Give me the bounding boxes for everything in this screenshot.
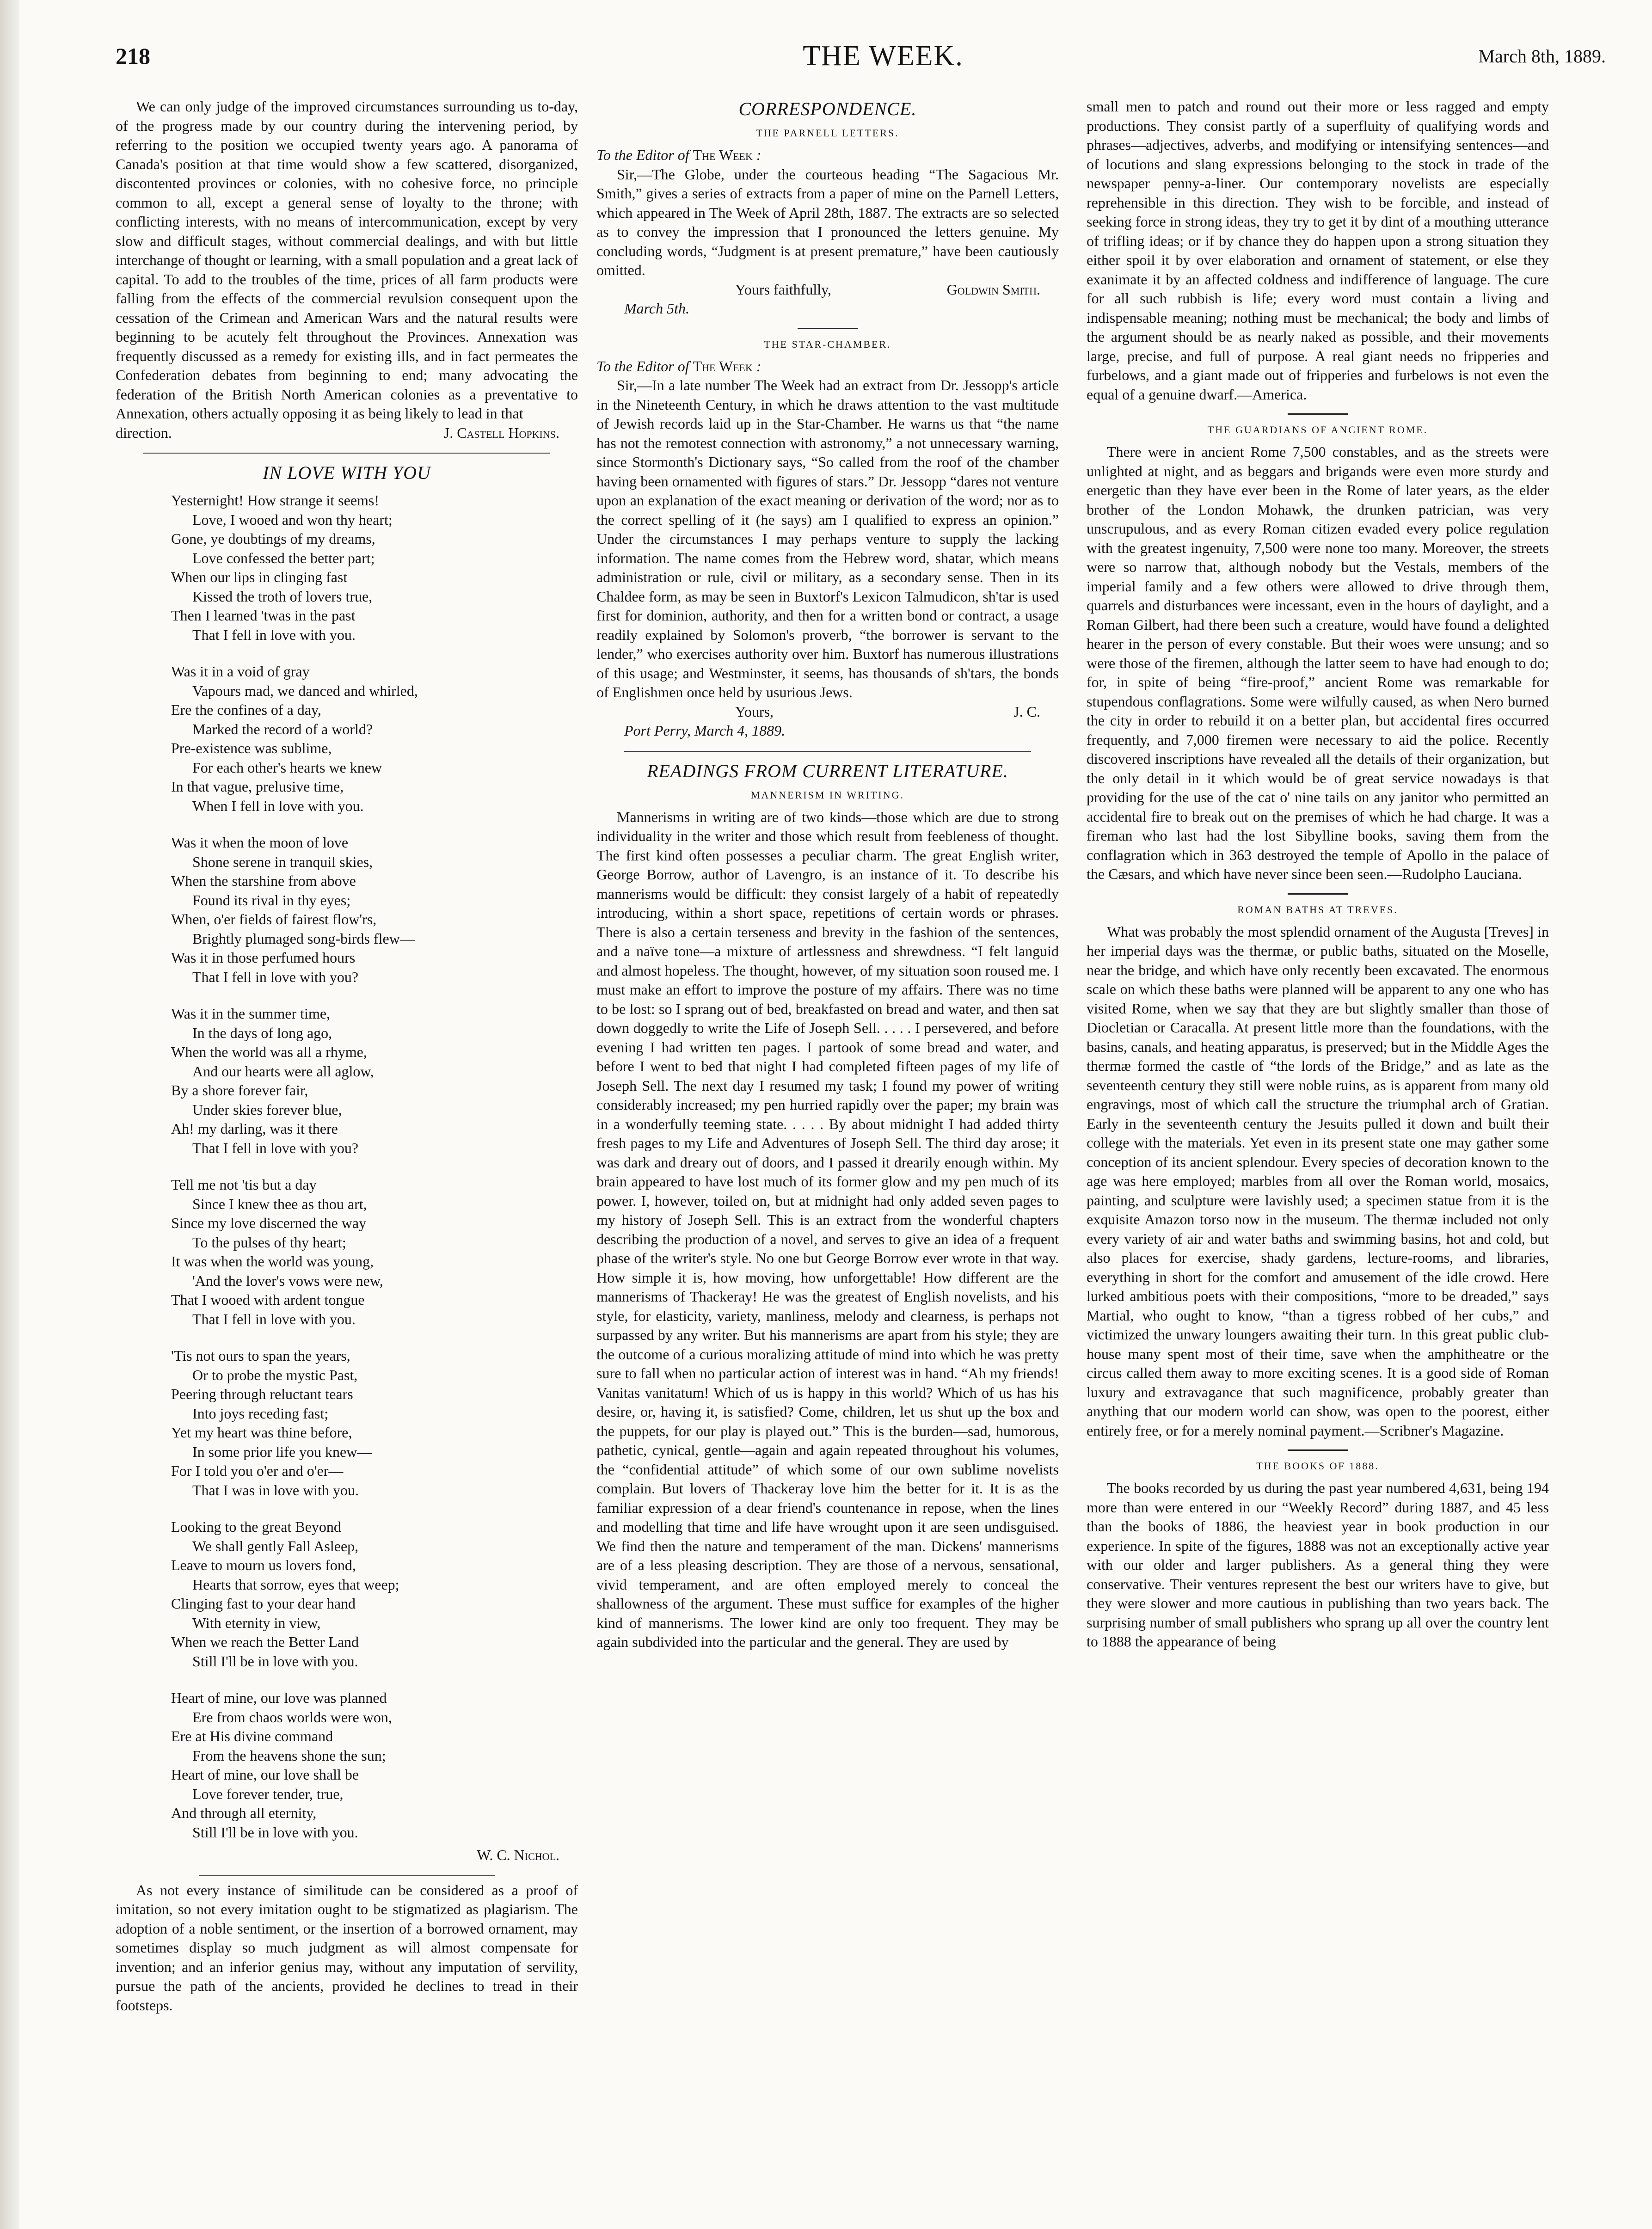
poem-line: Was it in a void of gray xyxy=(171,663,310,680)
column-right xyxy=(1087,97,1549,2215)
poem-line: Peering through reluctant tears xyxy=(171,1386,353,1402)
poem-stanza xyxy=(171,1346,578,1500)
mannerism-continuation: small men to patch and round out their more or less ragged and empty productions. They consist partly of a superfluity of qualifying words and phrases—adjectives, adverbs, and modifying or intensifying sentences—and of locutions and slang expressions belonging to the stock in trade of the newspaper penny-a-liner. Our contemporary novelists are especially reprehensible in this direction. They wish to be forcible, and instead of seeking force in strong ideas, they try to get it by dint of a mouthing utterance of trifling ideas; or if by chance they do happen upon a strong situation they either spoil it by over elaboration and ornament of statement, or else they exanimate it by an affected coldness and indifference of language. The cure for all such rubbish is life; every word must contain a living and indispensable meaning; nothing must be mechanical; the body and limbs of the argument should be as nearly naked as possible, and their movements large, precise, and full of purpose. A real giant needs no fripperies and furbelows, and a giant made out of fripperies and furbelows is not even the equal of a genuine dwarf.—America. xyxy=(1087,98,1549,403)
section-divider xyxy=(1288,893,1348,895)
poem-line: Ere from chaos worlds were won, xyxy=(192,1708,392,1725)
poem-line: Was it when the moon of love xyxy=(171,834,349,851)
readings-heading: READINGS FROM CURRENT LITERATURE. xyxy=(647,760,1008,781)
hopkins-article-body: We can only judge of the improved circumstances surrounding us to-day, of the progress made by our country during the intervening period, by referring to the position we occupied twenty years ago. A panorama of Canada's position at that time would show a few scattered, disorganized, discontented provinces or colonies, with no cohesive force, no principle common to all, except a general sense of loyalty to the throne; with conflicting interests, with no means of intercommunication, except by very slow and difficult stages, without commercial dealings, and with but little interchange of thought or learning, with a small population and a great lack of capital. To add to the troubles of the time, prices of all farm products were falling from the effects of the commercial revulsion consequent upon the cessation of the Crimean and American Wars and the natural results were beginning to be acutely felt throughout the Provinces. Annexation was frequently discussed as a remedy for existing ills, and in fact permeates the Confederation debates from beginning to end; many advocating the federation of the British North American colonies as a preventative to Annexation, others actually opposing it as being likely to lead in that xyxy=(116,98,578,422)
section-divider xyxy=(199,1875,495,1876)
parnell-letter-body: Sir,—The Globe, under the courteous heading “The Sagacious Mr. Smith,” gives a series of extracts from a paper of mine on the Parnell Letters, which appeared in The Week of April 28th, 1887. The extracts are so selected as to convey the impression that I pronounced the letters genuine. My concluding words, “Judgment is at present premature,” have been cautiously omitted. xyxy=(596,166,1059,278)
poem-line: 'And the lover's vows were new, xyxy=(192,1272,383,1289)
poem-line: That I fell in love with you? xyxy=(192,1139,359,1156)
poem-line: Leave to mourn us lovers fond, xyxy=(171,1557,356,1573)
masthead-title: THE WEEK. xyxy=(803,40,964,72)
poem-line: Ere the confines of a day, xyxy=(171,701,321,718)
poem-line: Brightly plumaged song-birds flew— xyxy=(192,930,415,947)
parnell-date: March 5th. xyxy=(624,300,690,317)
poem-line: Then I learned 'twas in the past xyxy=(171,607,356,624)
poem-line: In that vague, prelusive time, xyxy=(171,778,344,795)
poem-stanza xyxy=(171,662,578,816)
poem-line: Still I'll be in love with you. xyxy=(192,1824,358,1841)
section-divider xyxy=(143,453,550,454)
poem-line: Kissed the troth of lovers true, xyxy=(192,588,373,605)
parnell-letters-heading: THE PARNELL LETTERS. xyxy=(756,127,899,139)
poem-line: Into joys receding fast; xyxy=(192,1405,329,1422)
hopkins-author: J. Castell Hopkins. xyxy=(443,424,559,441)
poem-line: When, o'er fields of fairest flow'rs, xyxy=(171,911,377,927)
poem-line: Since I knew thee as thou art, xyxy=(192,1195,367,1212)
poem-line: That I fell in love with you? xyxy=(192,968,359,985)
poem-line: It was when the world was young, xyxy=(171,1253,374,1270)
poem-line: Love confessed the better part; xyxy=(192,549,375,566)
section-divider xyxy=(1288,1449,1348,1451)
poem-line: That I fell in love with you. xyxy=(192,1310,356,1327)
poem-line: Or to probe the mystic Past, xyxy=(192,1366,358,1383)
to-editor-line: To the Editor of The Week : xyxy=(596,357,762,375)
poem-line: Was it in those perfumed hours xyxy=(171,949,356,966)
poem-line: Yesternight! How strange it seems! xyxy=(171,492,380,509)
roman-baths-heading: ROMAN BATHS AT TREVES. xyxy=(1237,903,1398,915)
poem-line: With eternity in view, xyxy=(192,1614,321,1631)
section-divider xyxy=(1288,413,1348,415)
poem-line: When I fell in love with you. xyxy=(192,797,364,814)
poem-line: Yet my heart was thine before, xyxy=(171,1424,352,1441)
mannerism-heading: MANNERISM IN WRITING. xyxy=(750,789,905,801)
poem-line: Heart of mine, our love shall be xyxy=(171,1766,359,1783)
poem-line: When the world was all a rhyme, xyxy=(171,1044,367,1060)
poem-line: We shall gently Fall Asleep, xyxy=(192,1537,359,1554)
poem-line: Marked the record of a world? xyxy=(192,720,373,737)
poem-line: Clinging fast to your dear hand xyxy=(171,1595,356,1612)
poem-line: Vapours mad, we danced and whirled, xyxy=(192,682,418,699)
binding-gutter xyxy=(0,0,19,2229)
issue-date: March 8th, 1889. xyxy=(1478,46,1606,67)
poem-stanza xyxy=(171,1689,578,1842)
poem-line: Love, I wooed and won thy heart; xyxy=(192,511,393,528)
poem-line: In the days of long ago, xyxy=(192,1024,332,1041)
column-middle xyxy=(596,97,1059,2215)
poem-stanza xyxy=(171,1004,578,1158)
poem-stanza xyxy=(171,1175,578,1329)
parnell-signature: Yours faithfully, Goldwin Smith. xyxy=(735,281,1040,298)
section-divider xyxy=(624,751,1031,752)
poem-stanza xyxy=(171,1517,578,1671)
poem-line: Was it in the summer time, xyxy=(171,1005,331,1022)
poem-line: That I fell in love with you. xyxy=(192,626,356,643)
poem-line: When the starshine from above xyxy=(171,872,356,889)
poem-line: From the heavens shone the sun; xyxy=(192,1747,386,1764)
column-left xyxy=(116,97,578,2215)
poem-line: By a shore forever fair, xyxy=(171,1082,308,1099)
poem-line: For I told you o'er and o'er— xyxy=(171,1462,344,1479)
poem-line: Pre-existence was sublime, xyxy=(171,740,332,756)
poem-line: For each other's hearts we knew xyxy=(192,759,382,776)
poem-line: Tell me not 'tis but a day xyxy=(171,1176,317,1193)
poem-line: Love forever tender, true, xyxy=(192,1785,344,1802)
poem-line: And through all eternity, xyxy=(171,1805,317,1821)
poem-line: Gone, ye doubtings of my dreams, xyxy=(171,530,375,547)
rome-guardians-body: There were in ancient Rome 7,500 constables, and as the streets were unlighted at night, and as beggars and brigands were even more sturdy and energetic than they have ever been in the Rome of later years, as the elder brother of the London Mohawk, the drunken patrician, was very unscrupulous, and as every Roman citizen evaded every police regulation with the greatest ingenuity, 7,500 were none too many. Moreover, the streets were so narrow that, although nobody but the Vestals, members of the imperial family and a few others were allowed to drive through them, quarrels and disturbances were incessant, even in the hours of daylight, and a Roman Gilbert, had there been such a creature, would have found a delighted hearer in the person of every constable. But their woes were unsung; and so were those of the firemen, although the latter seem to have had enough to do; for, in spite of being “fire-proof,” ancient Rome was remarkable for stupendous conflagrations. Some were wilfully caused, as when Nero burned the city in order to rebuild it on a better plan, but accidental fires occurred frequently, and 7,000 firemen were necessary to aid the police. Recently discovered inscriptions have revealed all the details of their organization, but the only detail in it which would be of great service nowadays is that providing for the use of the cat o' nine tails on any janitor who permitted an accidental fire to break out on the premises of which he had charge. It was a fireman who last had the lost Sibylline books, saving them from the conflagration which in 363 destroyed the temple of Apollo in the palace of the Cæsars, and which have never since been seen.—Rudolpho Lauciana. xyxy=(1087,443,1549,882)
poem-line: Ere at His divine command xyxy=(171,1728,333,1744)
poem-line: When our lips in clinging fast xyxy=(171,569,348,585)
star-chamber-signature: Yours, J. C. xyxy=(735,703,1040,720)
poem-line: Shone serene in tranquil skies, xyxy=(192,853,373,870)
books-1888-body: The books recorded by us during the past year numbered 4,631, being 194 more than were entered in our “Weekly Record” during 1887, and 45 less than the books of 1886, the heaviest year in book production in our experience. In spite of the figures, 1888 was not an exceptionally active year with our older and larger publishers. As a general thing they were conservative. Their ventures represent the best our writers have to give, but they were slower and more cautious in publishing than two years back. The surprising number of small publishers who sprang up all over the country lent to 1888 the appearance of being xyxy=(1087,1480,1549,1650)
mannerism-body: Mannerisms in writing are of two kinds—those which are due to strong individuality in the writer and those which result from feebleness of thought. The first kind often possesses a peculiar charm. The great English writer, George Borrow, author of Lavengro, is an instance of it. To describe his mannerisms would be difficult: they consist largely of a habit of repeatedly introducing, within a short space, repetitions of certain words or phrases. There is also a certain terseness and brevity in the fashion of the sentences, and a naïve tone—a mixture of artlessness and shrewdness. “I felt languid and almost hopeless. The thought, however, of my situation soon roused me. I must make an effort to improve the posture of my affairs. There was no time to be lost: so I sprang out of bed, breakfasted on bread and water, and then sat down doggedly to write the Life of Joseph Sell. . . . . I persevered, and before evening I had written ten pages. I partook of some bread and water, and before I went to bed that night I had completed fifteen pages of my life of Joseph Sell. The next day I resumed my task; I found my power of writing considerably increased; my pen hurried rapidly over the paper; my brain was in a wonderfully teeming state. . . . . By about midnight I had added thirty fresh pages to my Life and Adventures of Joseph Sell. The third day arose; it was dark and dreary out of doors, and I passed it drearily enough within. My brain appeared to have lost much of its former glow and my pen much of its power. I, however, toiled on, but at midnight had only added seven pages to my history of Joseph Sell. This is an extract from the wonderful chapters describing the production of a novel, and serves to give an idea of a frequent phase of the writer's style. No one but George Borrow ever wrote in that way. How simple it is, how moving, how unforgettable! How different are the mannerisms of Thackeray! He was the greatest of English novelists, and his style, for elasticity, variety, manliness, melody and clearness, is perhaps not surpassed by any writer. But his mannerisms are apart from his style; they are the outcome of a curious moralizing attitude of mind into which he was pretty sure to fall when no particular action of interest was in hand. “Ah my friends! Vanitas vanitatum! Which of us is happy in this world? Which of us has his desire, or, having it, is satisfied? Come, children, let us shut up the box and the puppets, for our play is played out.” This is the burden—sad, humorous, pathetic, cynical, gentle—again and again repeated throughout his volumes, the “confidential attitude” of which some of our own sublime novelists complain. But lovers of Thackeray love him the better for it. It is as the familiar expression of a dear friend's countenance in repose, when the lines and modelling that time and life have wrought upon it are seen undisguised. We find then the nature and temperament of the man. Dickens' mannerisms are of a less pleasing description. They are those of a nervous, sensational, vivid temperament, and are often employed merely to conceal the shallowness of the argument. These must suffice for examples of the higher kind of mannerisms. The lower kind are only too frequent. They may be again subdivided into the particular and the general. They are used by xyxy=(596,808,1059,1650)
star-chamber-body: Sir,—In a late number The Week had an extract from Dr. Jessopp's article in the Nineteenth Century, in which he draws attention to the vast multitude of Jewish records laid up in the Star-Chamber. He warns us that “the name has not the remotest connection with astronomy,” a not unnecessary warning, since Stormonth's Dictionary says, “So called from the roof of the chamber having been ornamented with figures of stars.” Dr. Jessopp “dares not venture upon an explanation of the exact meaning or derivation of the word; nor as to the correct spelling of it (he says) am I qualified to express an opinion.” Under the circumstances I may perhaps venture to supply the lacking information. The name comes from the Hebrew word, shatar, which means administration or rule, civil or military, as a secondary sense. Then in its Chaldee form, as may be seen in Buxtorf's Lexicon Talmudicon, sh'tar is used first for dominion, authority, and then for a written bond or contract, a usage readily explained by Solomon's proverb, “the borrower is servant to the lender,” who exercises authority over him. Buxtorf has numerous illustrations of this usage; and Westminster, it seems, has thousands of sh'tars, the bonds of Englishmen once held by usurious Jews. xyxy=(596,377,1059,700)
poem-line: Since my love discerned the way xyxy=(171,1215,367,1231)
poem-author: W. C. Nichol. xyxy=(477,1847,559,1863)
section-divider xyxy=(798,328,858,329)
books-1888-heading: THE BOOKS OF 1888. xyxy=(1256,1460,1379,1472)
star-chamber-date: Port Perry, March 4, 1889. xyxy=(624,722,786,739)
poem-line: That I was in love with you. xyxy=(192,1481,359,1498)
correspondence-heading: CORRESPONDENCE. xyxy=(738,98,917,119)
poem-line: And our hearts were all aglow, xyxy=(192,1062,374,1080)
poem-line: Found its rival in thy eyes; xyxy=(192,891,351,909)
poem-line: Ah! my darling, was it there xyxy=(171,1120,338,1137)
page-number: 218 xyxy=(116,43,150,69)
poem xyxy=(171,491,578,1842)
poem-line: That I wooed with ardent tongue xyxy=(171,1291,365,1308)
poem-line: Heart of mine, our love was planned xyxy=(171,1689,387,1706)
hopkins-signature-line xyxy=(116,424,578,443)
star-chamber-heading: THE STAR-CHAMBER. xyxy=(764,338,891,350)
poem-line: Hearts that sorrow, eyes that weep; xyxy=(192,1576,399,1593)
poem-line: Under skies forever blue, xyxy=(192,1101,342,1118)
hopkins-last-word: direction. xyxy=(116,424,172,441)
poem-line: 'Tis not ours to span the years, xyxy=(171,1347,350,1364)
poem-line: Looking to the great Beyond xyxy=(171,1518,341,1535)
poem-line: When we reach the Better Land xyxy=(171,1633,359,1650)
poem-line: In some prior life you knew— xyxy=(192,1443,372,1460)
poem-title: IN LOVE WITH YOU xyxy=(263,462,431,483)
rome-guardians-heading: THE GUARDIANS OF ANCIENT ROME. xyxy=(1207,424,1428,436)
to-editor-line: To the Editor of The Week : xyxy=(596,147,762,163)
poem-line: Still I'll be in love with you. xyxy=(192,1652,358,1670)
plagiarism-paragraph: As not every instance of similitude can be considered as a proof of imitation, so not every imitation ought to be stigmatized as plagiarism. The adoption of a noble sentiment, or the insertion of a borrowed ornament, may sometimes display so much judgment as will almost compensate for invention; and an inferior genius may, without any imputation of servility, pursue the path of the ancients, provided he declines to tread in their footsteps. xyxy=(116,1881,578,2014)
poem-stanza xyxy=(171,491,578,645)
roman-baths-body: What was probably the most splendid ornament of the Augusta [Treves] in her imperial days was the thermæ, or public baths, situated on the Moselle, near the bridge, and which have only recently been excavated. The enormous scale on which these baths were planned will be apparent to any one who has visited Rome, when we say that they are but slightly smaller than those of Diocletian or Caracalla. At present little more than the foundations, with the basins, canals, and heating apparatus, is preserved; but in the Middle Ages the thermæ formed the castle of “the lords of the Bridge,” and as late as the seventeenth century they still were noble ruins, as is apparent from many old engravings, most of which call the structure the triumphal arch of Gratian. Early in the seventeenth century the Jesuits pulled it down and built their college with the materials. Yet even in its present state one may gather some conception of its ancient splendour. Every species of decoration known to the age was here employed; marbles from all over the Roman world, mosaics, painting, and sculpture were lavishly used; a specimen statue from it is the exquisite Amazon torso now in the museum. The thermæ included not only every variety of air and water baths and swimming basins, hot and cold, but also places for exercise, shady gardens, lecture-rooms, and libraries, everything in short for the comfort and amusement of the idle crowd. Here lurked ambitious poets with their compositions, “more to be dreaded,” says Martial, who ought to know, “than a tigress robbed of her cubs,” and victimized the unwary loungers awaiting their turn. In this great public club-house many spent most of their time, save when the amphitheatre or the circus called them away to more exciting scenes. It is a good side of Roman luxury and extravagance that such magnificence, probably greater than anything that our modern world can show, was open to the poorest, either entirely free, or for a merely nominal payment.—Scribner's Magazine. xyxy=(1087,923,1549,1439)
poem-line: To the pulses of thy heart; xyxy=(192,1234,346,1251)
poem-stanza xyxy=(171,833,578,987)
page-header xyxy=(116,40,1615,80)
